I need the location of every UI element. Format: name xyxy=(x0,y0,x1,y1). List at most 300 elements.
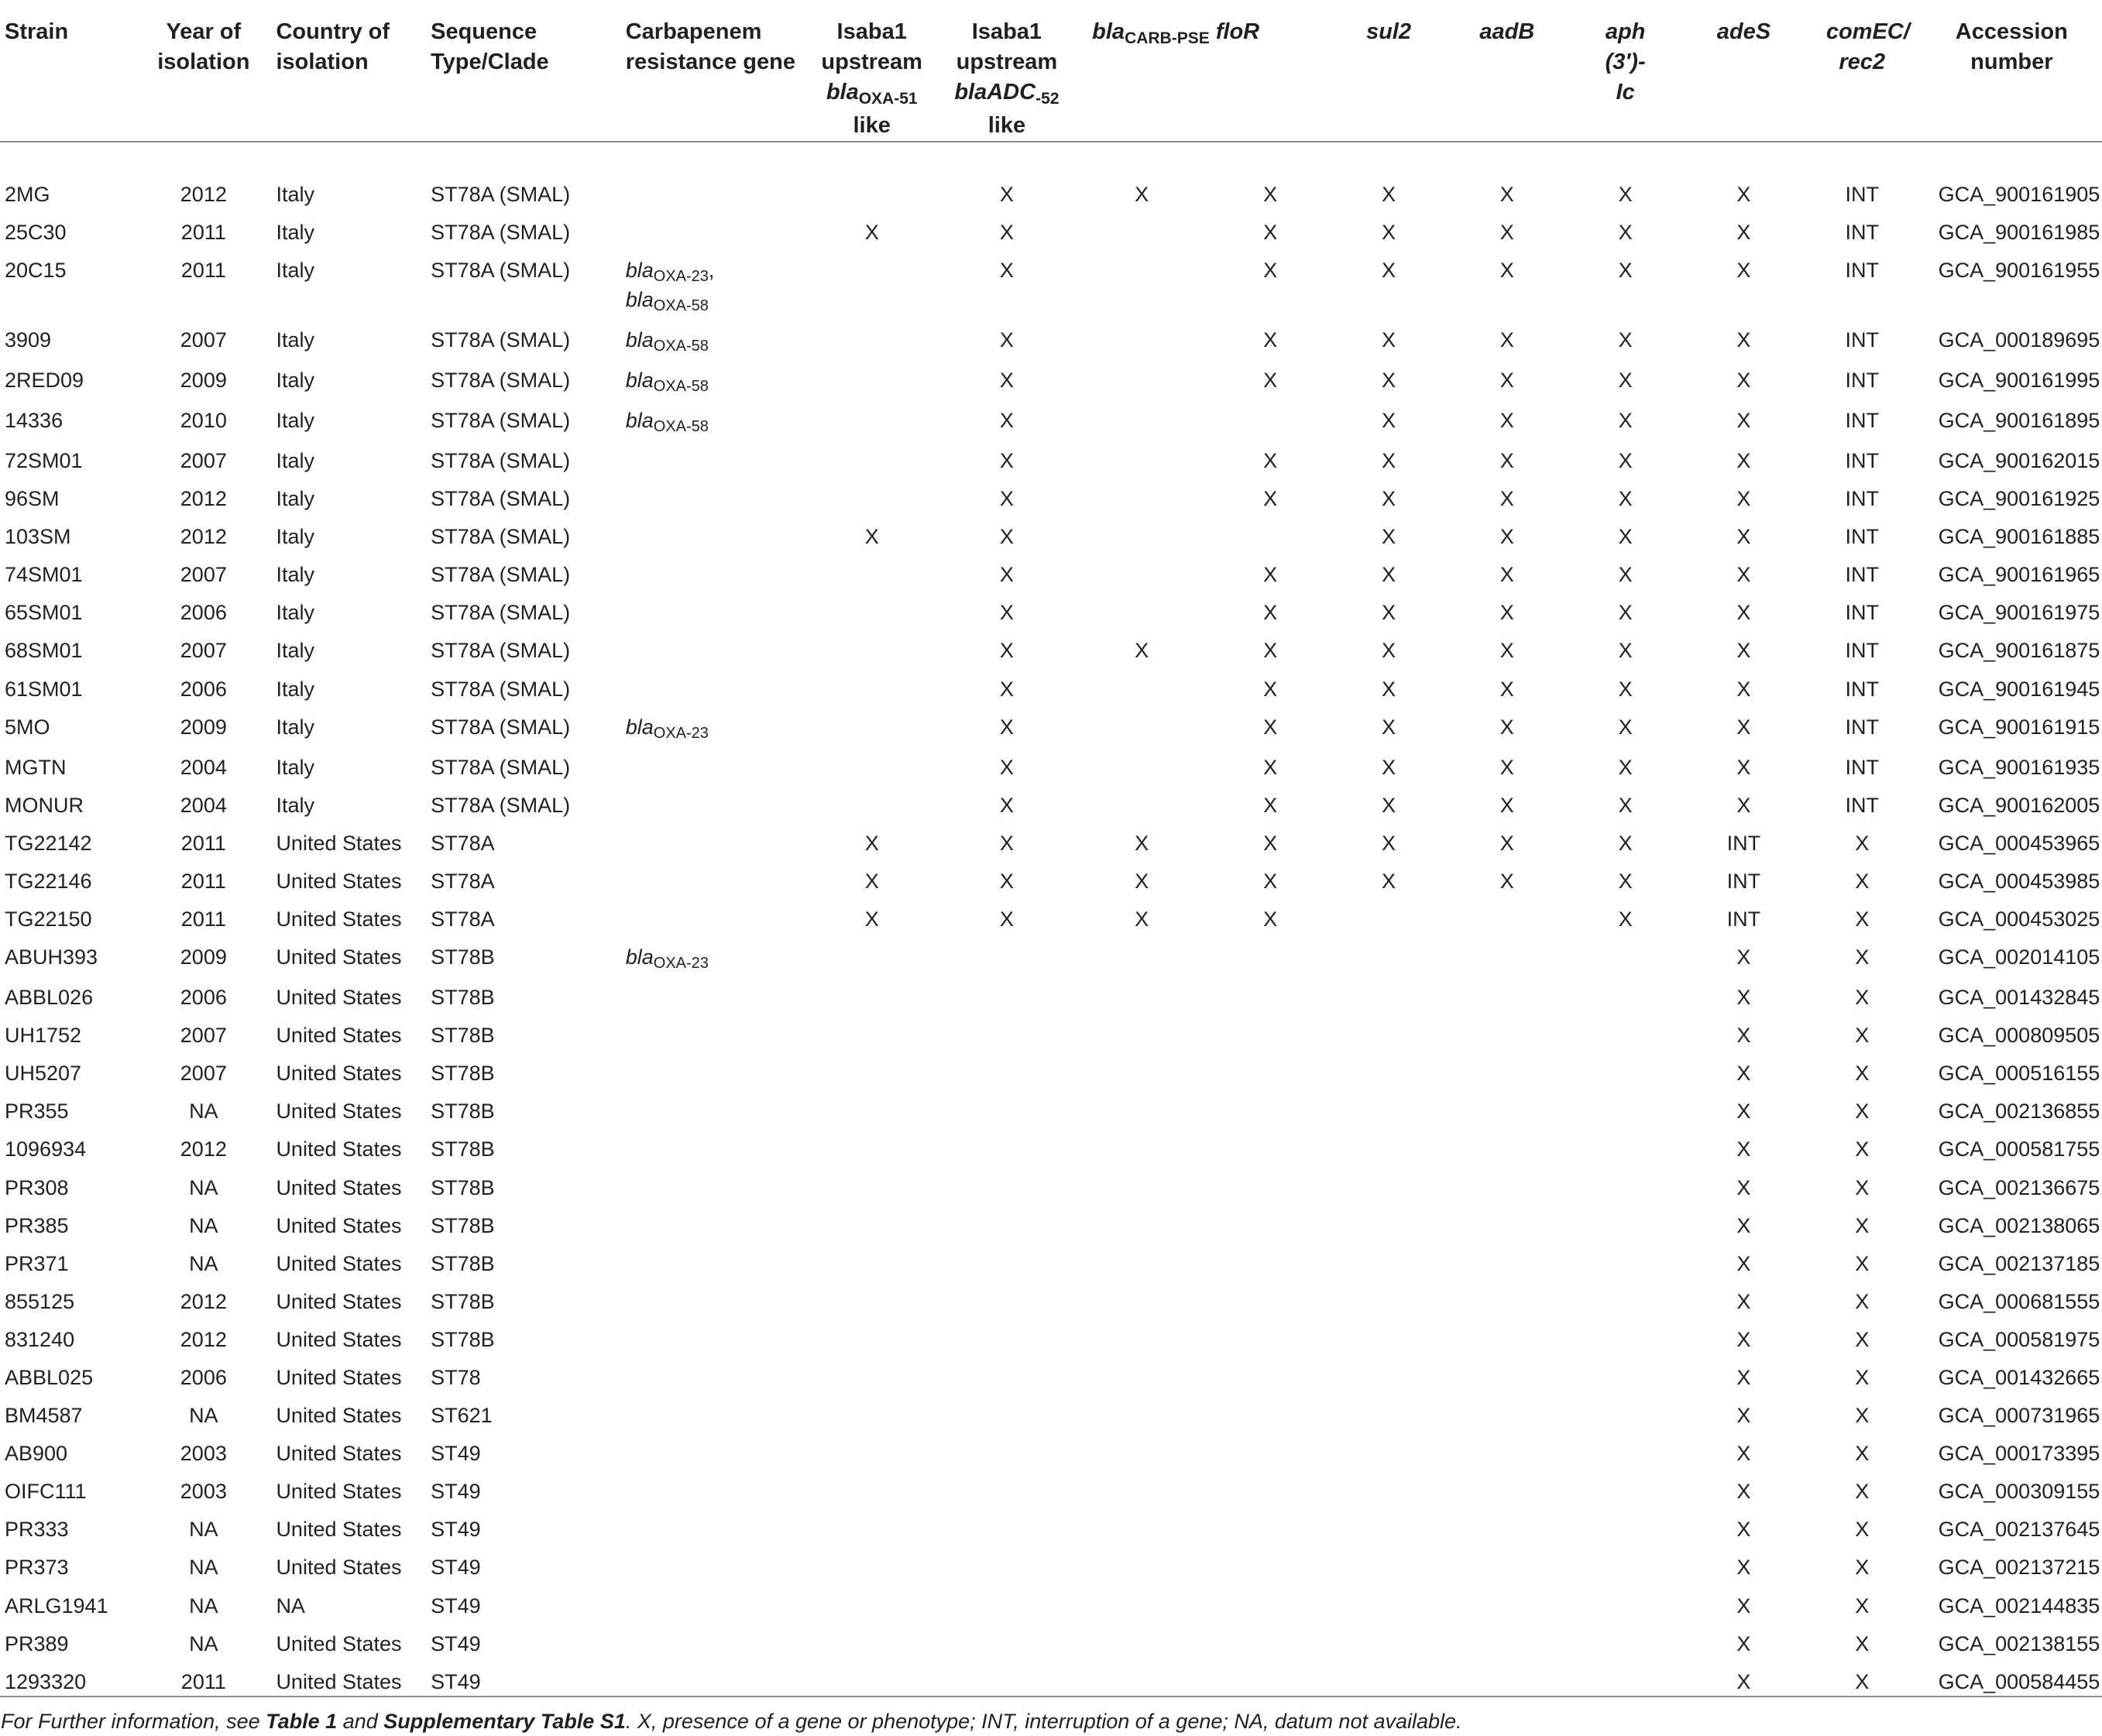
cell-aadb: X xyxy=(1499,487,1514,511)
cell-isaba-adc52 xyxy=(941,1278,1072,1316)
cell-sul2 xyxy=(1330,1240,1448,1278)
cell-isaba-adc52: X xyxy=(999,328,1014,352)
cell-carbapenem xyxy=(621,1125,802,1163)
cell-accession: GCA_001432845 xyxy=(1938,986,2100,1010)
cell-isaba-oxa51 xyxy=(802,1391,941,1429)
cell-carb-pse xyxy=(1072,437,1211,475)
table-row xyxy=(0,626,2102,664)
cell-carb-pse xyxy=(1072,1316,1211,1353)
cell-aph: X xyxy=(1618,368,1633,392)
cell-strain: PR371 xyxy=(5,1251,69,1275)
cell-flor: X xyxy=(1263,328,1278,352)
cell-carbapenem xyxy=(621,246,802,316)
cell-year: 2007 xyxy=(180,563,227,587)
cell-flor: X xyxy=(1263,487,1278,511)
cell-sul2 xyxy=(1330,1658,1448,1697)
cell-sul2: X xyxy=(1381,639,1396,663)
cell-isaba-adc52: X xyxy=(999,368,1014,392)
cell-isaba-adc52 xyxy=(941,1353,1072,1391)
cell-aadb xyxy=(1448,1505,1566,1543)
cell-isaba-adc52: X xyxy=(999,601,1014,625)
cell-strain: 96SM xyxy=(5,487,60,511)
footnote-ref-supplementary: Supplementary Table S1 xyxy=(383,1709,626,1733)
cell-comec: INT xyxy=(1845,328,1879,352)
cell-isaba-oxa51 xyxy=(802,1049,941,1087)
cell-aadb xyxy=(1448,1316,1566,1353)
cell-strain: 20C15 xyxy=(5,258,67,282)
cell-aph xyxy=(1566,1391,1685,1429)
cell-sequence-type: ST78A (SMAL) xyxy=(431,601,571,625)
cell-country: United States xyxy=(276,1480,402,1504)
cell-flor xyxy=(1211,1049,1330,1087)
header-isaba-adc52-sub: -52 xyxy=(1036,90,1060,108)
header-isaba-adc52-gene: blaADC xyxy=(954,80,1036,105)
cell-aadb xyxy=(1448,1278,1566,1316)
cell-accession: GCA_002014105 xyxy=(1938,945,2100,969)
cell-carb-pse xyxy=(1072,208,1211,246)
cell-accession: GCA_000581755 xyxy=(1938,1137,2100,1161)
table-row xyxy=(0,356,2102,396)
cell-carbapenem xyxy=(621,857,802,895)
cell-isaba-adc52: X xyxy=(999,715,1014,739)
cell-aph: X xyxy=(1618,677,1633,701)
cell-country: United States xyxy=(276,1556,402,1580)
cell-strain: ARLG1941 xyxy=(5,1594,108,1618)
cell-aadb xyxy=(1448,1620,1566,1658)
cell-flor: X xyxy=(1263,563,1278,587)
cell-sul2 xyxy=(1330,1087,1448,1125)
cell-sequence-type: ST78B xyxy=(431,945,495,969)
cell-carbapenem xyxy=(621,356,802,396)
cell-isaba-adc52 xyxy=(941,1582,1072,1620)
cell-strain: PR355 xyxy=(5,1100,69,1124)
cell-strain: PR333 xyxy=(5,1518,69,1542)
cell-aadb: X xyxy=(1499,639,1514,663)
cell-ades: X xyxy=(1736,1480,1751,1504)
cell-comec: X xyxy=(1855,1669,1870,1693)
cell-flor xyxy=(1211,1202,1330,1240)
cell-strain: 831240 xyxy=(5,1327,75,1351)
cell-country: United States xyxy=(276,1518,402,1542)
table-row xyxy=(0,551,2102,588)
gene-prefix: bla xyxy=(625,945,654,969)
cell-country: Italy xyxy=(276,368,314,392)
cell-sul2 xyxy=(1330,1543,1448,1581)
header-accession: Accession number xyxy=(1922,0,2102,142)
cell-accession: GCA_001432665 xyxy=(1938,1366,2100,1390)
cell-carbapenem xyxy=(621,665,802,703)
cell-country: United States xyxy=(276,1175,402,1199)
cell-sul2 xyxy=(1330,1353,1448,1391)
cell-aph: X xyxy=(1618,831,1633,855)
cell-aadb xyxy=(1448,1429,1566,1467)
cell-carb-pse xyxy=(1072,781,1211,819)
cell-aadb: X xyxy=(1499,220,1514,244)
cell-isaba-adc52 xyxy=(941,1429,1072,1467)
cell-year: NA xyxy=(189,1100,218,1124)
cell-isaba-oxa51 xyxy=(802,246,941,316)
gene-separator: , xyxy=(708,258,715,282)
cell-accession: GCA_000173395 xyxy=(1938,1442,2100,1466)
cell-flor: X xyxy=(1263,601,1278,625)
table-row xyxy=(0,781,2102,819)
cell-sequence-type: ST78A (SMAL) xyxy=(431,448,571,472)
cell-ades: X xyxy=(1736,601,1751,625)
cell-aph: X xyxy=(1618,563,1633,587)
cell-country: United States xyxy=(276,1251,402,1275)
cell-comec: INT xyxy=(1845,220,1879,244)
cell-strain: TG22146 xyxy=(5,869,92,893)
cell-accession: GCA_900162005 xyxy=(1938,793,2100,817)
cell-strain: AB900 xyxy=(5,1442,68,1466)
cell-comec: X xyxy=(1855,1213,1870,1237)
cell-carb-pse xyxy=(1072,1620,1211,1658)
cell-carb-pse xyxy=(1072,933,1211,973)
cell-country: Italy xyxy=(276,258,314,282)
cell-carbapenem xyxy=(621,142,802,208)
cell-isaba-oxa51 xyxy=(802,781,941,819)
gene-subscript: OXA-58 xyxy=(653,337,709,355)
table-row xyxy=(0,1582,2102,1620)
cell-aadb xyxy=(1448,1353,1566,1391)
cell-year: 2012 xyxy=(180,1137,227,1161)
cell-ades: X xyxy=(1736,1289,1751,1313)
cell-isaba-adc52: X xyxy=(999,755,1014,779)
cell-comec: X xyxy=(1855,831,1870,855)
cell-isaba-oxa51 xyxy=(802,1202,941,1240)
carbapenem-gene xyxy=(625,287,709,314)
cell-aph: X xyxy=(1618,793,1633,817)
table-footnote xyxy=(0,1697,2102,1736)
cell-sequence-type: ST78A (SMAL) xyxy=(431,487,571,511)
cell-sul2: X xyxy=(1381,448,1396,472)
cell-year: NA xyxy=(189,1175,218,1199)
cell-isaba-oxa51: X xyxy=(864,907,879,931)
cell-accession: GCA_000189695 xyxy=(1938,328,2100,352)
cell-sequence-type: ST78A (SMAL) xyxy=(431,525,571,549)
cell-isaba-oxa51 xyxy=(802,1316,941,1353)
cell-ades: X xyxy=(1736,1100,1751,1124)
cell-accession: GCA_000731965 xyxy=(1938,1404,2100,1428)
cell-isaba-oxa51 xyxy=(802,588,941,626)
cell-country: United States xyxy=(276,1366,402,1390)
cell-aph xyxy=(1566,1087,1685,1125)
cell-carb-pse xyxy=(1072,1087,1211,1125)
cell-isaba-oxa51 xyxy=(802,475,941,513)
cell-ades: INT xyxy=(1726,831,1761,855)
cell-country: United States xyxy=(276,1024,402,1048)
cell-comec: X xyxy=(1855,1480,1870,1504)
cell-carb-pse xyxy=(1072,1049,1211,1087)
cell-isaba-adc52: X xyxy=(999,869,1014,893)
cell-sequence-type: ST78B xyxy=(431,1251,495,1275)
cell-carbapenem xyxy=(621,208,802,246)
cell-country: NA xyxy=(276,1594,305,1618)
cell-carb-pse xyxy=(1072,1278,1211,1316)
cell-isaba-adc52 xyxy=(941,1202,1072,1240)
cell-country: Italy xyxy=(276,525,314,549)
header-comec: comEC/ rec2 xyxy=(1803,0,1922,142)
cell-accession: GCA_900162015 xyxy=(1938,448,2100,472)
cell-flor: X xyxy=(1263,869,1278,893)
cell-isaba-adc52: X xyxy=(999,408,1014,432)
gene-prefix: bla xyxy=(625,258,654,282)
cell-year: 2003 xyxy=(180,1480,227,1504)
gene-prefix: bla xyxy=(625,408,654,432)
cell-isaba-adc52: X xyxy=(999,677,1014,701)
cell-country: Italy xyxy=(276,487,314,511)
cell-aph xyxy=(1566,1582,1685,1620)
cell-year: 2009 xyxy=(180,368,227,392)
header-carbapenem: Carbapenem resistance gene xyxy=(621,0,802,142)
cell-accession: GCA_002138155 xyxy=(1938,1631,2100,1655)
cell-aadb: X xyxy=(1499,831,1514,855)
cell-carb-pse xyxy=(1072,551,1211,588)
cell-year: NA xyxy=(189,1213,218,1237)
cell-comec: X xyxy=(1855,869,1870,893)
cell-carb-pse xyxy=(1072,1543,1211,1581)
cell-year: 2012 xyxy=(180,182,227,206)
cell-comec: X xyxy=(1855,1175,1870,1199)
cell-ades: X xyxy=(1736,1594,1751,1618)
cell-aph: X xyxy=(1618,755,1633,779)
cell-flor xyxy=(1211,933,1330,973)
cell-sequence-type: ST78B xyxy=(431,986,495,1010)
cell-country: United States xyxy=(276,1631,402,1655)
cell-country: Italy xyxy=(276,328,314,352)
cell-aadb: X xyxy=(1499,715,1514,739)
cell-aadb xyxy=(1448,973,1566,1011)
cell-accession: GCA_002137645 xyxy=(1938,1518,2100,1542)
cell-isaba-adc52 xyxy=(941,1125,1072,1163)
cell-strain: 65SM01 xyxy=(5,601,83,625)
cell-carb-pse xyxy=(1072,703,1211,743)
cell-isaba-adc52 xyxy=(941,1240,1072,1278)
cell-year: 2012 xyxy=(180,1289,227,1313)
cell-sul2: X xyxy=(1381,258,1396,282)
cell-flor xyxy=(1211,1240,1330,1278)
cell-sequence-type: ST78A (SMAL) xyxy=(431,677,571,701)
table-row xyxy=(0,819,2102,857)
cell-sequence-type: ST78B xyxy=(431,1175,495,1199)
cell-year: 2006 xyxy=(180,677,227,701)
cell-isaba-adc52 xyxy=(941,1543,1072,1581)
cell-sul2 xyxy=(1330,1582,1448,1620)
cell-carb-pse: X xyxy=(1135,831,1149,855)
cell-isaba-adc52 xyxy=(941,1620,1072,1658)
cell-sul2: X xyxy=(1381,220,1396,244)
cell-flor: X xyxy=(1263,368,1278,392)
cell-strain: BM4587 xyxy=(5,1404,83,1428)
cell-year: 2011 xyxy=(180,831,226,855)
cell-sequence-type: ST78A (SMAL) xyxy=(431,182,571,206)
table-row xyxy=(0,1049,2102,1087)
header-carb-pse xyxy=(1072,0,1211,142)
cell-sul2: X xyxy=(1381,831,1396,855)
cell-aph: X xyxy=(1618,258,1633,282)
cell-aph xyxy=(1566,1316,1685,1353)
cell-flor xyxy=(1211,1278,1330,1316)
cell-isaba-oxa51 xyxy=(802,437,941,475)
cell-aph: X xyxy=(1618,487,1633,511)
cell-isaba-adc52: X xyxy=(999,563,1014,587)
cell-accession: GCA_900161945 xyxy=(1938,677,2100,701)
table-row xyxy=(0,1353,2102,1391)
cell-isaba-adc52: X xyxy=(999,831,1014,855)
cell-sul2 xyxy=(1330,1391,1448,1429)
cell-strain: 3909 xyxy=(5,328,52,352)
cell-flor xyxy=(1211,1087,1330,1125)
cell-sequence-type: ST78A (SMAL) xyxy=(431,368,571,392)
cell-isaba-adc52 xyxy=(941,973,1072,1011)
cell-aadb: X xyxy=(1499,563,1514,587)
cell-isaba-adc52 xyxy=(941,1164,1072,1202)
cell-strain: UH5207 xyxy=(5,1062,82,1086)
cell-sequence-type: ST78B xyxy=(431,1062,495,1086)
cell-sequence-type: ST49 xyxy=(431,1556,481,1580)
cell-country: United States xyxy=(276,1137,402,1161)
cell-country: United States xyxy=(276,907,402,931)
cell-aadb xyxy=(1448,1011,1566,1049)
table-row xyxy=(0,437,2102,475)
cell-ades: X xyxy=(1736,1404,1751,1428)
header-aadb: aadB xyxy=(1448,0,1566,142)
cell-year: 2007 xyxy=(180,1062,227,1086)
cell-carbapenem xyxy=(621,1087,802,1125)
cell-ades: X xyxy=(1736,408,1751,432)
cell-country: Italy xyxy=(276,639,314,663)
cell-flor xyxy=(1211,1011,1330,1049)
cell-carb-pse: X xyxy=(1135,639,1149,663)
cell-sul2: X xyxy=(1381,487,1396,511)
cell-ades: INT xyxy=(1726,907,1761,931)
cell-aph xyxy=(1566,1543,1685,1581)
table-row xyxy=(0,246,2102,316)
cell-sul2: X xyxy=(1381,601,1396,625)
table-row xyxy=(0,743,2102,781)
cell-sul2: X xyxy=(1381,328,1396,352)
cell-aph: X xyxy=(1618,448,1633,472)
cell-comec: X xyxy=(1855,1024,1870,1048)
cell-isaba-oxa51: X xyxy=(864,831,879,855)
cell-country: Italy xyxy=(276,182,314,206)
cell-ades: X xyxy=(1736,677,1751,701)
cell-sequence-type: ST78A (SMAL) xyxy=(431,563,571,587)
cell-year: 2011 xyxy=(180,869,226,893)
header-sequence-type: Sequence Type/Clade xyxy=(426,0,621,142)
cell-isaba-adc52 xyxy=(941,1391,1072,1429)
cell-sequence-type: ST78B xyxy=(431,1100,495,1124)
cell-comec: X xyxy=(1855,1137,1870,1161)
cell-comec: X xyxy=(1855,1594,1870,1618)
cell-carb-pse xyxy=(1072,246,1211,316)
table-row xyxy=(0,857,2102,895)
cell-ades: X xyxy=(1736,258,1751,282)
cell-year: 2004 xyxy=(180,755,227,779)
cell-strain: 2MG xyxy=(5,182,50,206)
cell-country: United States xyxy=(276,869,402,893)
cell-isaba-adc52: X xyxy=(999,525,1014,549)
cell-ades: X xyxy=(1736,986,1751,1010)
cell-isaba-adc52: X xyxy=(999,448,1014,472)
cell-aadb: X xyxy=(1499,793,1514,817)
cell-accession: GCA_000809505 xyxy=(1938,1024,2100,1048)
cell-isaba-oxa51 xyxy=(802,1125,941,1163)
cell-sequence-type: ST78A (SMAL) xyxy=(431,258,571,282)
header-carb-pse-gene: bla xyxy=(1092,19,1125,44)
cell-carb-pse xyxy=(1072,1011,1211,1049)
cell-carb-pse xyxy=(1072,316,1211,356)
cell-aadb xyxy=(1448,1049,1566,1087)
cell-year: 2011 xyxy=(180,907,226,931)
cell-sequence-type: ST621 xyxy=(431,1404,493,1428)
cell-carb-pse xyxy=(1072,356,1211,396)
cell-flor xyxy=(1211,1429,1330,1467)
cell-flor: X xyxy=(1263,793,1278,817)
cell-ades: X xyxy=(1736,755,1751,779)
cell-isaba-adc52: X xyxy=(999,182,1014,206)
cell-carb-pse xyxy=(1072,743,1211,781)
table-footer xyxy=(0,1697,2102,1736)
cell-sequence-type: ST78A xyxy=(431,869,495,893)
cell-year: 2007 xyxy=(180,328,227,352)
cell-sequence-type: ST78B xyxy=(431,1327,495,1351)
cell-flor xyxy=(1211,396,1330,437)
cell-year: 2011 xyxy=(180,1669,226,1693)
table-row xyxy=(0,513,2102,551)
cell-flor xyxy=(1211,1467,1330,1505)
cell-sul2: X xyxy=(1381,563,1396,587)
cell-isaba-adc52: X xyxy=(999,907,1014,931)
footnote-ref-table1: Table 1 xyxy=(266,1709,338,1733)
header-isaba-oxa51 xyxy=(802,0,941,142)
cell-carbapenem xyxy=(621,1467,802,1505)
cell-flor xyxy=(1211,1658,1330,1697)
cell-country: United States xyxy=(276,1213,402,1237)
gene-subscript: OXA-23 xyxy=(653,724,709,742)
cell-sequence-type: ST78B xyxy=(431,1137,495,1161)
cell-flor: X xyxy=(1263,715,1278,739)
cell-carbapenem xyxy=(621,588,802,626)
cell-accession: GCA_900161915 xyxy=(1938,715,2100,739)
cell-carbapenem xyxy=(621,743,802,781)
table-row xyxy=(0,665,2102,703)
cell-strain: 74SM01 xyxy=(5,563,83,587)
cell-carb-pse: X xyxy=(1135,907,1149,931)
cell-comec: INT xyxy=(1845,258,1879,282)
cell-country: United States xyxy=(276,1062,402,1086)
cell-accession: GCA_900161875 xyxy=(1938,639,2100,663)
cell-flor xyxy=(1211,1316,1330,1353)
cell-country: United States xyxy=(276,1669,402,1693)
cell-carb-pse xyxy=(1072,475,1211,513)
cell-comec: X xyxy=(1855,1518,1870,1542)
cell-flor: X xyxy=(1263,677,1278,701)
cell-aph xyxy=(1566,1164,1685,1202)
cell-carb-pse xyxy=(1072,1353,1211,1391)
cell-sequence-type: ST78B xyxy=(431,1213,495,1237)
cell-aadb xyxy=(1448,1087,1566,1125)
cell-carbapenem xyxy=(621,973,802,1011)
cell-accession: GCA_000581975 xyxy=(1938,1327,2100,1351)
cell-isaba-oxa51 xyxy=(802,1582,941,1620)
table-row xyxy=(0,316,2102,356)
cell-flor xyxy=(1211,1543,1330,1581)
cell-aadb: X xyxy=(1499,368,1514,392)
cell-strain: MONUR xyxy=(5,793,84,817)
cell-flor: X xyxy=(1263,907,1278,931)
cell-ades: X xyxy=(1736,1631,1751,1655)
